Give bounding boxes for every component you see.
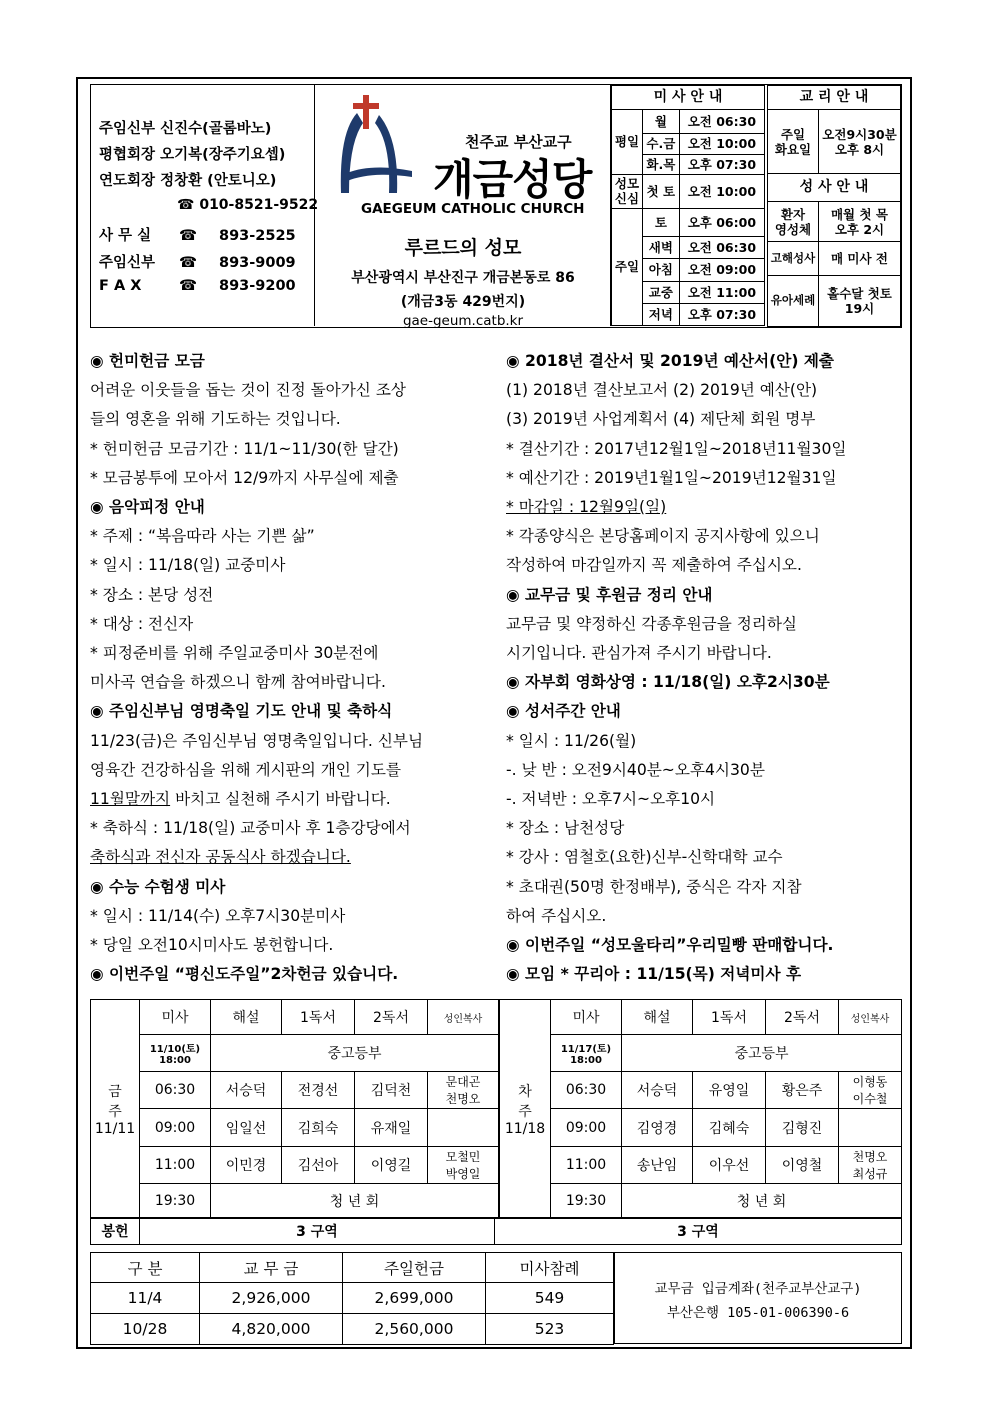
mass-time: 19:30: [140, 1183, 211, 1218]
col-header: 미사: [551, 1000, 622, 1035]
notice-line: * 초대권(50명 한정배부), 중식은 각자 지참: [506, 877, 802, 896]
mass-day: 월: [643, 110, 680, 134]
notice-line: 영육간 건강하심을 위해 게시판의 개인 기도를: [90, 760, 401, 779]
col-header: 해설: [211, 1000, 282, 1035]
commentator: 서승덕: [622, 1072, 693, 1109]
altar-server: 모철민 박영일: [428, 1146, 500, 1183]
notice-line: * 강사 : 염철호(요한)신부-신학대학 교수: [506, 848, 783, 867]
notice-heading: ◉ 2018년 결산서 및 2019년 예산서(안) 제출: [506, 352, 834, 370]
reader-2: 이영철: [766, 1146, 839, 1183]
mass-day: 교중: [643, 281, 680, 303]
mass-day: 첫 토: [643, 174, 680, 208]
notice-line: 시기입니다. 관심가져 주시기 바랍니다.: [506, 644, 772, 663]
council-president: 평협회장 오기복(장주기요셉): [99, 147, 286, 163]
catechism-sacrament: [767, 85, 901, 327]
notice-line: * 축하식 : 11/18(일) 교중미사 후 1층강당에서: [90, 819, 411, 838]
church-name: 개금성당: [433, 155, 592, 204]
church-website[interactable]: gae-geum.catb.kr: [402, 313, 524, 329]
next-week-label: 차 주 11/18: [499, 1000, 551, 1219]
left-notices: [90, 347, 502, 989]
this-week-label: 금 주 11/11: [91, 1000, 140, 1219]
notice-heading: ◉ 수능 수험생 미사: [90, 877, 226, 896]
finance-cell: 549: [486, 1283, 614, 1314]
commentator: 김영경: [622, 1109, 693, 1146]
phone-icon: ☎: [179, 255, 198, 271]
mass-time: 11:00: [551, 1146, 622, 1183]
diocese-name: 천주교 부산교구: [465, 133, 572, 151]
account-title: 교무금 입금계좌(천주교부산교구): [654, 1281, 862, 1297]
mass-time: 오전 10:00: [679, 134, 764, 154]
sacrament-when: 홀수달 첫토 19시: [819, 276, 901, 327]
notice-line: * 장소 : 본당 성전: [90, 585, 214, 604]
sacrament-name: 환자 영성체: [768, 202, 819, 242]
finance-table: [90, 1252, 614, 1345]
mass-day: 아침: [643, 259, 680, 281]
church-address: 부산광역시 부산진구 개금본동로 86: [351, 270, 575, 286]
notice-line: (1) 2018년 결산보고서 (2) 2019년 예산(안): [506, 381, 818, 400]
reader-2: 황은주: [766, 1072, 839, 1109]
offertory-label: 봉헌: [91, 1218, 140, 1245]
mass-title: 미 사 안 내: [612, 86, 765, 110]
catechism-time: 오전9시30분 오후 8시: [819, 110, 901, 174]
evening-group: 청 년 회: [211, 1183, 500, 1218]
reader-2: 이영길: [355, 1146, 428, 1183]
liturgy-table: [90, 999, 902, 1219]
notice-line: 미사곡 연습을 하겠으니 함께 참여바랍니다.: [90, 673, 386, 692]
bank-account-box: [614, 1252, 902, 1344]
schedule-panel: [611, 85, 901, 326]
notice-line: 축하식과 전신자 공동식사 하겠습니다.: [90, 848, 351, 867]
mobile-number: ☎ 010-8521-9522: [177, 197, 319, 213]
evening-group: 청 년 회: [622, 1183, 902, 1218]
weekday-label: 평일: [612, 110, 643, 175]
sat-mass: 11/10(토) 18:00: [140, 1035, 211, 1072]
mass-time: 오전 10:00: [679, 174, 764, 208]
finance-cell: 10/28: [91, 1314, 200, 1345]
notice-heading: ◉ 헌미헌금 모금: [90, 352, 205, 370]
col-header: 성인복사: [839, 1000, 902, 1035]
phone-icon: ☎: [177, 197, 195, 213]
sacrament-name: 유아세례: [768, 276, 819, 327]
notice-line: -. 낮 반 : 오전9시40분~오후4시30분: [506, 760, 765, 779]
notice-line: 어려운 이웃들을 돕는 것이 진정 돌아가신 조상: [90, 381, 406, 400]
holy-devotion-label: 성모 신심: [612, 174, 643, 208]
notice-heading: ◉ 모임 * 꾸리아 : 11/15(목) 저녁미사 후: [506, 965, 802, 984]
mass-time: 오전 06:30: [679, 110, 764, 134]
notice-line: * 모금봉투에 모아서 12/9까지 사무실에 제출: [90, 468, 399, 487]
notice-line: 교무금 및 약정하신 각종후원금을 정리하실: [506, 614, 797, 633]
fax-number: F A X ☎ 893-9200: [99, 278, 296, 294]
reader-2: 김형진: [766, 1109, 839, 1146]
youth-president: 연도회장 정창환 (안토니오): [99, 173, 277, 189]
staff-contacts: [91, 85, 319, 326]
notice-line: (3) 2019년 사업계획서 (4) 제단체 회원 명부: [506, 410, 816, 429]
finance-section: [90, 1252, 902, 1344]
phone-icon: ☎: [179, 228, 198, 244]
sat-group: 중고등부: [211, 1035, 500, 1072]
pastor-phone: 주임신부 ☎ 893-9009: [99, 255, 296, 271]
col-header: 1독서: [693, 1000, 766, 1035]
notice-line: * 장소 : 남천성당: [506, 819, 625, 838]
finance-header: 미사참례: [486, 1253, 614, 1283]
finance-cell: 523: [486, 1314, 614, 1345]
altar-server: 문대곤 천명오: [428, 1072, 500, 1109]
sacrament-when: 매월 첫 목 오후 2시: [819, 202, 901, 242]
mass-time: 06:30: [140, 1072, 211, 1109]
sacrament-when: 매 미사 전: [819, 242, 901, 276]
catechism-title: 교 리 안 내: [768, 86, 901, 110]
church-address-old: (개금3동 429번지): [400, 294, 526, 310]
mass-day: 토: [643, 208, 680, 236]
header: [90, 84, 902, 328]
reader-1: 김희숙: [282, 1109, 355, 1146]
mass-day: 저녁: [643, 303, 680, 325]
notice-line: * 각종양식은 본당홈페이지 공지사항에 있으니: [506, 527, 820, 546]
fax-icon: ☎: [179, 278, 198, 294]
mass-time: 오후 07:30: [679, 154, 764, 174]
finance-header: 주일헌금: [343, 1253, 486, 1283]
altar-server: 이형동 이수철: [839, 1072, 902, 1109]
finance-cell: 2,926,000: [200, 1283, 343, 1314]
mass-time: 오전 06:30: [679, 237, 764, 259]
altar-server: [839, 1109, 902, 1146]
notice-line: 하여 주십시오.: [506, 906, 607, 925]
finance-cell: 11/4: [91, 1283, 200, 1314]
pastor-name: 주임신부 신진수(골롬바노): [99, 121, 272, 137]
mass-time: 19:30: [551, 1183, 622, 1218]
commentator: 서승덕: [211, 1072, 282, 1109]
notice-line: * 피정준비를 위해 주일교중미사 30분전에: [90, 644, 379, 663]
col-header: 미사: [140, 1000, 211, 1035]
reader-2: 김덕천: [355, 1072, 428, 1109]
altar-server: 천명오 최성규: [839, 1146, 902, 1183]
notice-line: * 당일 오전10시미사도 봉헌합니다.: [90, 936, 334, 955]
notice-heading: ◉ 이번주일 “성모울타리”우리밀빵 판매합니다.: [506, 936, 834, 955]
col-header: 해설: [622, 1000, 693, 1035]
offertory-table: [90, 1217, 902, 1245]
mass-time: 06:30: [551, 1072, 622, 1109]
mass-time: 09:00: [140, 1109, 211, 1146]
notice-heading: ◉ 주임신부님 영명축일 기도 안내 및 축하식: [90, 702, 393, 721]
offertory-this-week: 3 구역: [140, 1218, 495, 1245]
notice-line: -. 저녁반 : 오후7시~오후10시: [506, 790, 716, 809]
liturgy-roster: [90, 999, 902, 1240]
mass-day: 화.목: [643, 154, 680, 174]
account-number: 부산은행 105-01-006390-6: [666, 1305, 850, 1321]
notice-heading: ◉ 성서주간 안내: [506, 702, 621, 721]
notice-line: * 대상 : 전신자: [90, 614, 194, 633]
patron-saint: 루르드의 성모: [404, 237, 522, 259]
col-header: 성인복사: [428, 1000, 500, 1035]
notice-line: 들의 영혼을 위해 기도하는 것입니다.: [90, 410, 341, 429]
sat-group: 중고등부: [622, 1035, 902, 1072]
mass-time: 09:00: [551, 1109, 622, 1146]
finance-header: 구 분: [91, 1253, 200, 1283]
bulletin-page: [76, 77, 912, 1349]
mass-time: 오전 11:00: [679, 281, 764, 303]
mass-time: 11:00: [140, 1146, 211, 1183]
notice-line: 작성하여 마감일까지 꼭 제출하여 주십시오.: [506, 556, 802, 575]
mass-time: 오후 07:30: [679, 303, 764, 325]
church-name-english: GAEGEUM CATHOLIC CHURCH: [361, 201, 585, 217]
reader-1: 유영일: [693, 1072, 766, 1109]
church-logo-icon: [327, 93, 417, 203]
church-info: [315, 85, 611, 329]
notice-line: * 마감일 : 12월9일(일): [506, 498, 667, 517]
col-header: 1독서: [282, 1000, 355, 1035]
reader-1: 김혜숙: [693, 1109, 766, 1146]
notice-line: * 예산기간 : 2019년1월1일~2019년12월31일: [506, 468, 837, 487]
catechism-day: 주일 화요일: [768, 110, 819, 174]
notice-line: 11/23(금)은 주임신부님 영명축일입니다. 신부님: [90, 731, 424, 750]
notice-line: * 일시 : 11/26(월): [506, 731, 637, 750]
mass-time: 오후 06:00: [679, 208, 764, 236]
commentator: 송난임: [622, 1146, 693, 1183]
finance-header: 교 무 금: [200, 1253, 343, 1283]
reader-1: 전경선: [282, 1072, 355, 1109]
reader-1: 이우선: [693, 1146, 766, 1183]
commentator: 이민경: [211, 1146, 282, 1183]
mass-day: 수.금: [643, 134, 680, 154]
notice-heading: ◉ 음악피정 안내: [90, 498, 205, 517]
notice-line: * 일시 : 11/14(수) 오후7시30분미사: [90, 906, 346, 925]
sacrament-title: 성 사 안 내: [768, 174, 901, 202]
notice-heading: ◉ 이번주일 “평신도주일”2차헌금 있습니다.: [90, 965, 399, 984]
finance-cell: 4,820,000: [200, 1314, 343, 1345]
finance-cell: 2,560,000: [343, 1314, 486, 1345]
notice-line: * 헌미헌금 모금기간 : 11/1~11/30(한 달간): [90, 439, 399, 458]
mass-day: 새벽: [643, 237, 680, 259]
sat-mass: 11/17(토) 18:00: [551, 1035, 622, 1072]
notice-line: * 일시 : 11/18(일) 교중미사: [90, 556, 286, 575]
mass-time: 오전 09:00: [679, 259, 764, 281]
notice-line: * 결산기간 : 2017년12월1일~2018년11월30일: [506, 439, 847, 458]
notice-line: 11월말까지 바치고 실천해 주시기 바랍니다.: [90, 790, 391, 809]
col-header: 2독서: [355, 1000, 428, 1035]
notice-heading: ◉ 자부회 영화상영 : 11/18(일) 오후2시30분: [506, 673, 830, 692]
office-phone: 사 무 실 ☎ 893-2525: [99, 228, 296, 244]
offertory-next-week: 3 구역: [495, 1218, 902, 1245]
finance-cell: 2,699,000: [343, 1283, 486, 1314]
commentator: 임일선: [211, 1109, 282, 1146]
reader-2: 유재일: [355, 1109, 428, 1146]
sunday-label: 주일: [612, 208, 643, 325]
altar-server: [428, 1109, 500, 1146]
col-header: 2독서: [766, 1000, 839, 1035]
sacrament-name: 고해성사: [768, 242, 819, 276]
notice-line: * 주제 : “복음따라 사는 기쁜 삶”: [90, 527, 315, 546]
notice-heading: ◉ 교무금 및 후원금 정리 안내: [506, 585, 713, 604]
reader-1: 김선아: [282, 1146, 355, 1183]
right-notices: [506, 347, 906, 989]
mass-schedule: [611, 85, 765, 326]
